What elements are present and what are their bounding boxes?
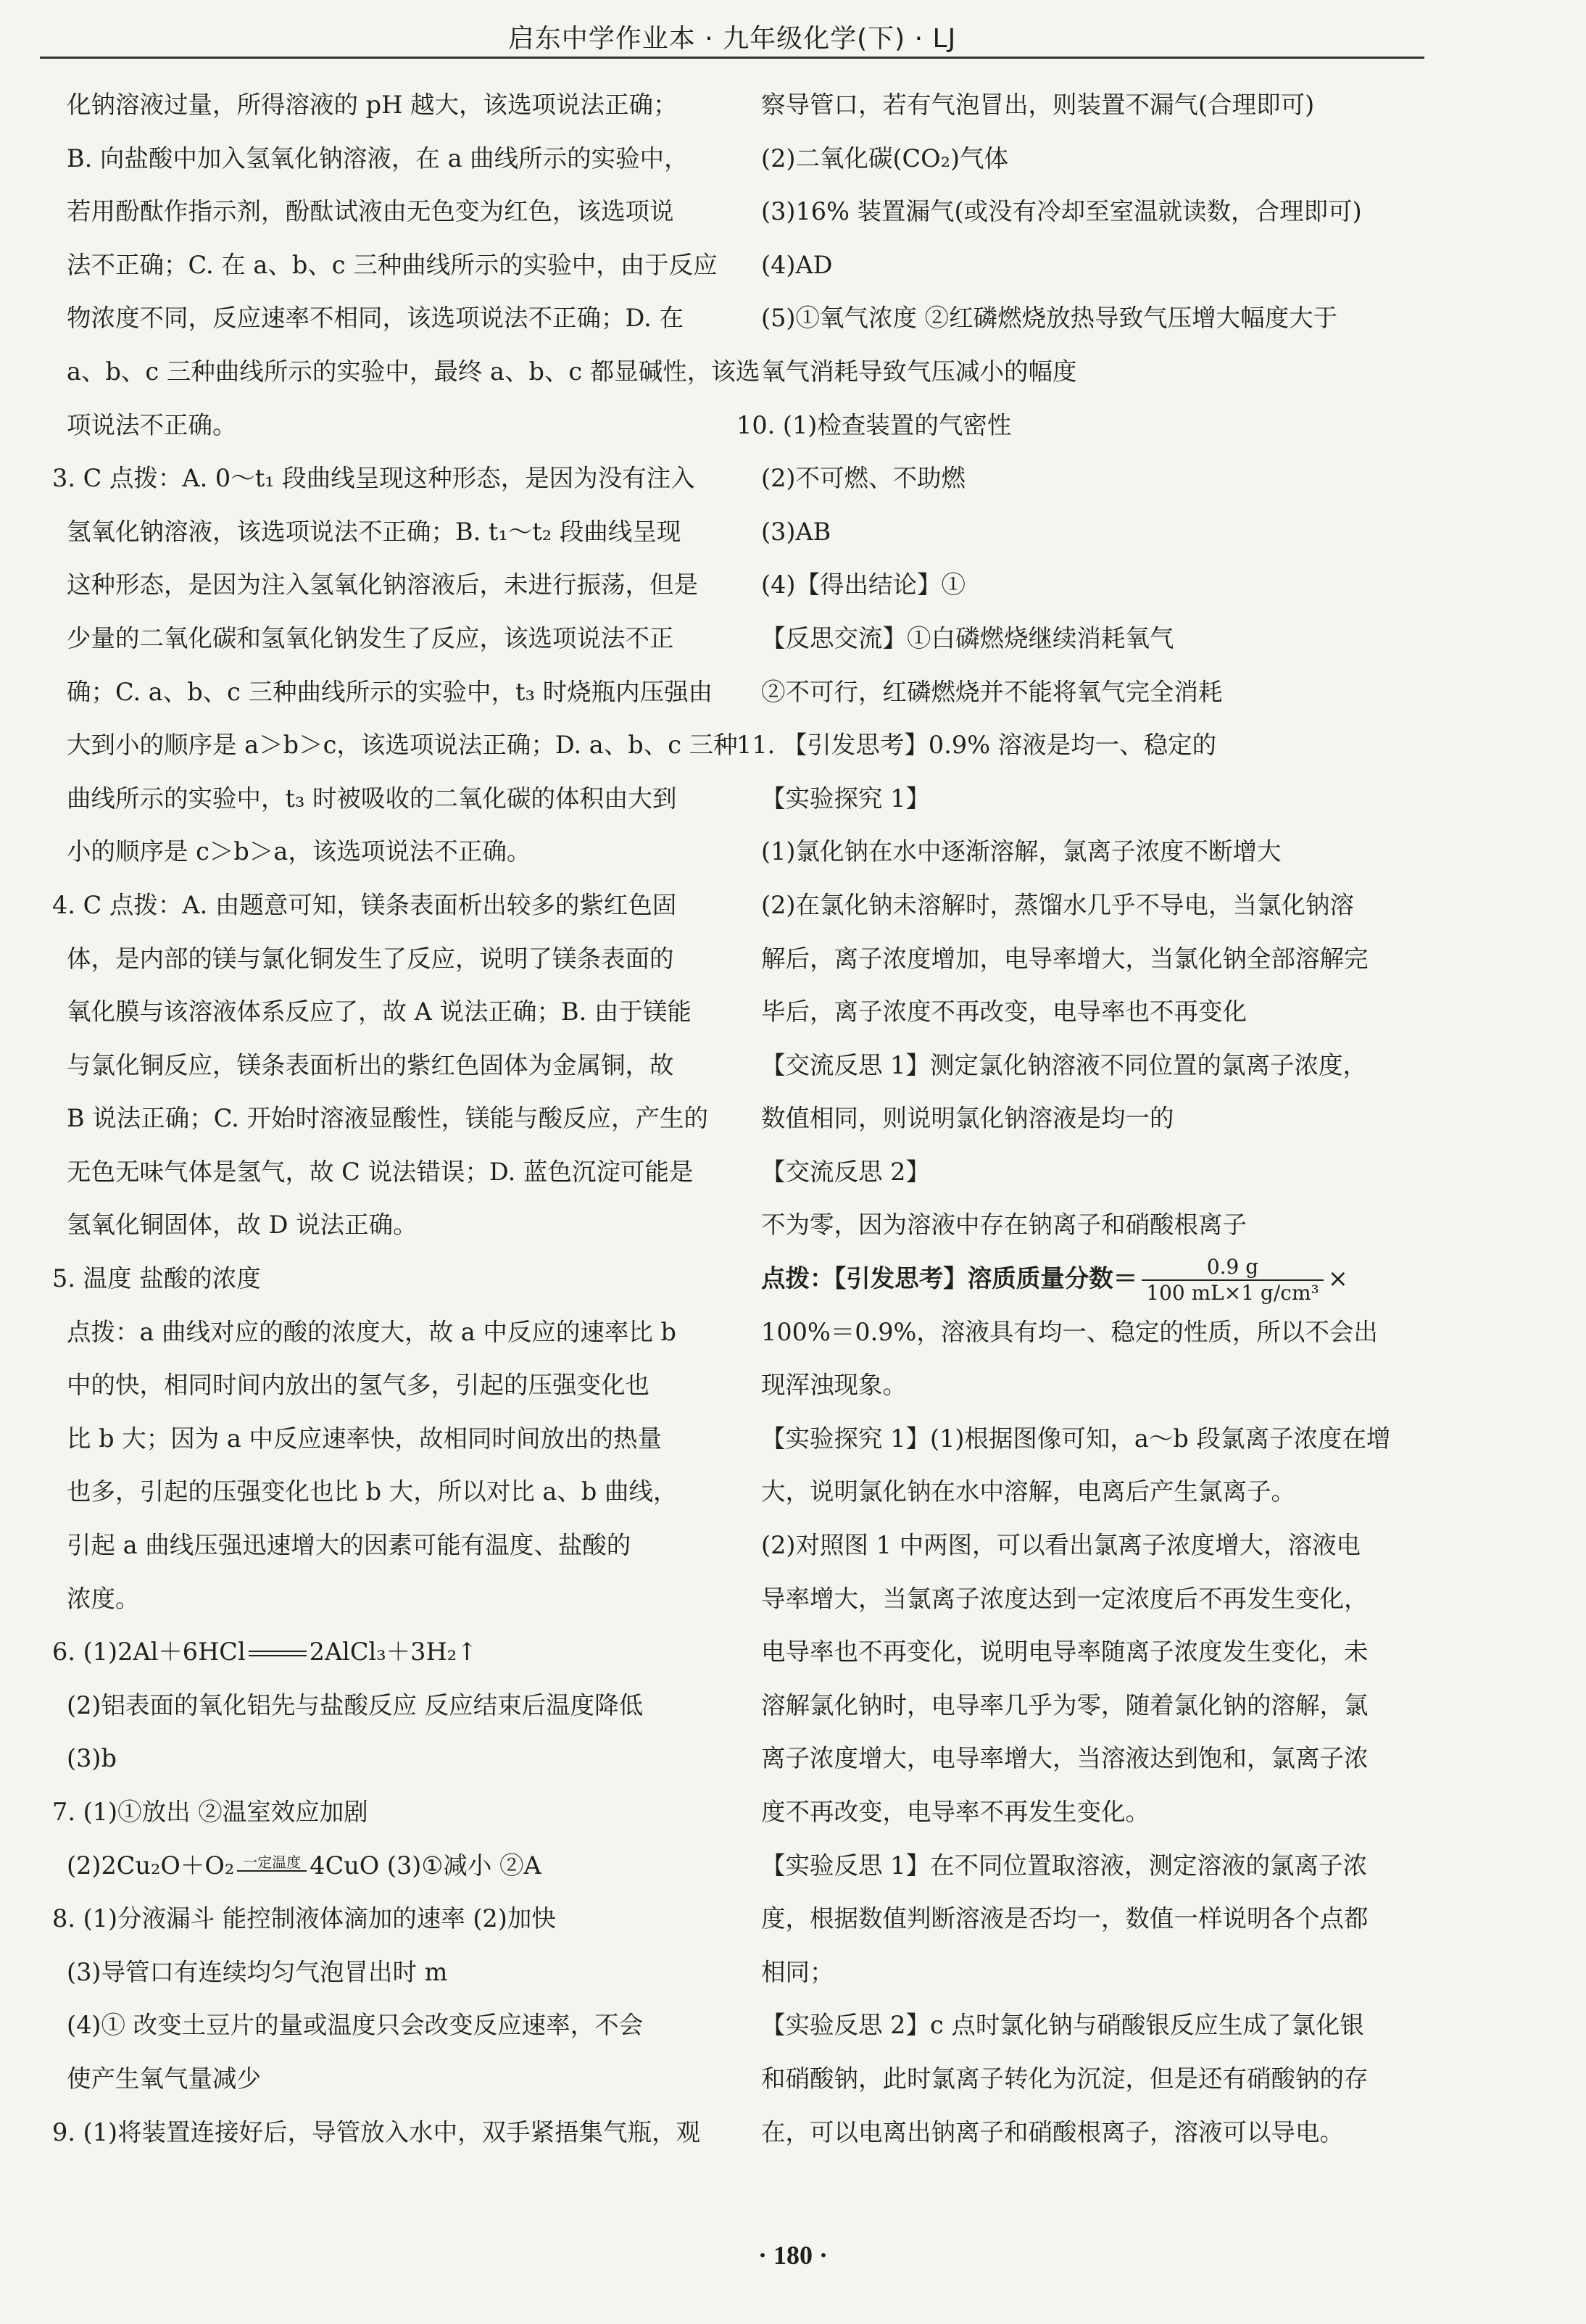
text-line: 察导管口，若有气泡冒出，则装置不漏气(合理即可) xyxy=(761,91,1315,119)
page-number: · 180 · xyxy=(757,2241,828,2270)
text-line: 【实验反思 1】在不同位置取溶液，测定溶液的氯离子浓 xyxy=(761,1851,1367,1880)
text-line: 氧化膜与该溶液体系反应了，故 A 说法正确；B. 由于镁能 xyxy=(67,997,692,1026)
equation-11 xyxy=(761,1252,1457,1306)
text-line: (4)【得出结论】① xyxy=(761,570,966,599)
text-line: (2)对照图 1 中两图，可以看出氯离子浓度增大，溶液电 xyxy=(761,1531,1361,1560)
text-line: 引起 a 曲线压强迅速增大的因素可能有温度、盐酸的 xyxy=(67,1531,631,1560)
text-line: 离子浓度增大，电导率增大，当溶液达到饱和，氯离子浓 xyxy=(761,1744,1369,1773)
text-line: (3)b xyxy=(67,1744,117,1773)
text-line: ②不可行，红磷燃烧并不能将氧气完全消耗 xyxy=(761,677,1223,706)
text-line: 小的顺序是 c＞b＞a，该选项说法不正确。 xyxy=(67,837,531,866)
text-line: 点拨：a 曲线对应的酸的浓度大，故 a 中反应的速率比 b xyxy=(67,1317,676,1346)
text-line: 法不正确；C. 在 a、b、c 三种曲线所示的实验中，由于反应 xyxy=(67,250,718,279)
answer-4-line: 4. C 点拨：A. 由题意可知，镁条表面析出较多的紫红色固 xyxy=(52,890,677,919)
fraction-denominator: 100 mL×1 g/cm³ xyxy=(1146,1281,1319,1306)
equation-7 xyxy=(29,1839,725,1893)
text-line: 这种形态，是因为注入氢氧化钠溶液后，未进行振荡，但是 xyxy=(67,570,698,599)
answer-8-line: 8. (1)分液漏斗 能控制液体滴加的速率 (2)加快 xyxy=(52,1904,556,1933)
text-line: 氢氧化铜固体，故 D 说法正确。 xyxy=(67,1211,418,1240)
text-line: 比 b 大；因为 a 中反应速率快，故相同时间放出的热量 xyxy=(67,1424,663,1453)
text-line: 大，说明氯化钠在水中溶解，电离后产生氯离子。 xyxy=(761,1477,1295,1506)
text-line: B. 向盐酸中加入氢氧化钠溶液，在 a 曲线所示的实验中， xyxy=(67,144,689,173)
right-column xyxy=(736,78,1457,2159)
reaction-condition-text: 一定温度 xyxy=(237,1854,307,1872)
text-line: 曲线所示的实验中，t₃ 时被吸收的二氧化碳的体积由大到 xyxy=(67,784,677,813)
text-line: (2)在氯化钠未溶解时，蒸馏水几乎不导电，当氯化钠溶 xyxy=(761,890,1354,919)
text-line: 【实验反思 2】c 点时氯化钠与硝酸银反应生成了氯化银 xyxy=(761,2011,1364,2040)
equation-11-prefix: 点拨：【引发思考】溶质质量分数＝ xyxy=(761,1264,1138,1293)
answer-7-line: 7. (1)①放出 ②温室效应加剧 xyxy=(52,1798,368,1826)
text-line: 中的快，相同时间内放出的氢气多，引起的压强变化也 xyxy=(67,1371,649,1400)
left-column xyxy=(29,78,760,2159)
text-line: 若用酚酞作指示剂，酚酞试液由无色变为红色，该选项说 xyxy=(67,197,674,226)
equation-6-prefix: 6. (1)2Al＋6HCl xyxy=(52,1638,246,1667)
text-line: 【实验探究 1】 xyxy=(761,784,930,813)
text-line: 100%＝0.9%，溶液具有均一、稳定的性质，所以不会出 xyxy=(761,1317,1378,1346)
equation-11-suffix: × xyxy=(1327,1264,1348,1293)
text-line: 物浓度不同，反应速率不相同，该选项说法不正确；D. 在 xyxy=(67,304,684,333)
text-line: 度不再改变，电导率不再发生变化。 xyxy=(761,1798,1150,1826)
text-line: 现浑浊现象。 xyxy=(761,1371,907,1400)
equation-7-prefix: (2)2Cu₂O＋O₂ xyxy=(67,1851,235,1880)
text-line: 使产生氧气量减少 xyxy=(67,2064,261,2093)
text-line: 溶解氯化钠时，电导率几乎为零，随着氯化钠的溶解，氯 xyxy=(761,1690,1369,1719)
text-line: 不为零，因为溶液中存在钠离子和硝酸根离子 xyxy=(761,1211,1247,1240)
equation-6-suffix: 2AlCl₃＋3H₂↑ xyxy=(309,1638,478,1667)
double-bar-icon xyxy=(249,1651,307,1656)
text-line: 电导率也不再变化，说明电导率随离子浓度发生变化，未 xyxy=(761,1638,1369,1667)
text-line: (4)① 改变土豆片的量或温度只会改变反应速率，不会 xyxy=(67,2011,644,2040)
text-line: B 说法正确；C. 开始时溶液显酸性，镁能与酸反应，产生的 xyxy=(67,1104,709,1133)
text-line: (3)16% 装置漏气(或没有冷却至室温就读数，合理即可) xyxy=(761,197,1362,226)
text-line: 无色无味气体是氢气，故 C 说法错误；D. 蓝色沉淀可能是 xyxy=(67,1157,694,1186)
text-line: 少量的二氧化碳和氢氧化钠发生了反应，该选项说法不正 xyxy=(67,623,674,652)
text-line: 也多，引起的压强变化也比 b 大，所以对比 a、b 曲线， xyxy=(67,1477,678,1506)
text-line: 和硝酸钠，此时氯离子转化为沉淀，但是还有硝酸钠的存 xyxy=(761,2064,1369,2093)
text-line: 与氯化铜反应，镁条表面析出的紫红色固体为金属铜，故 xyxy=(67,1050,674,1079)
text-line: (2)铝表面的氧化铝先与盐酸反应 反应结束后温度降低 xyxy=(67,1690,644,1719)
text-line: 毕后，离子浓度不再改变，电导率也不再变化 xyxy=(761,997,1247,1026)
text-line: (3)AB xyxy=(761,517,831,546)
text-line: (2)不可燃、不助燃 xyxy=(761,464,966,493)
reaction-condition xyxy=(237,1854,307,1872)
text-line: 化钠溶液过量，所得溶液的 pH 越大，该选项说法正确； xyxy=(67,91,678,119)
text-line: 大到小的顺序是 a＞b＞c，该选项说法正确；D. a、b、c 三种 xyxy=(67,731,738,760)
text-line: 【实验探究 1】(1)根据图像可知，a～b 段氯离子浓度在增 xyxy=(761,1424,1391,1453)
page-header xyxy=(40,22,1424,59)
fraction xyxy=(1142,1255,1323,1306)
answer-3-line: 3. C 点拨：A. 0～t₁ 段曲线呈现这种形态，是因为没有注入 xyxy=(52,464,695,493)
equation-7-suffix: 4CuO (3)①减小 ②A xyxy=(310,1851,541,1880)
text-line: a、b、c 三种曲线所示的实验中，最终 a、b、c 都显碱性，该选 xyxy=(67,357,760,386)
text-line: 【交流反思 2】 xyxy=(761,1157,930,1186)
text-line: 【反思交流】①白磷燃烧继续消耗氧气 xyxy=(761,623,1174,652)
text-line: 项说法不正确。 xyxy=(67,410,237,439)
text-line: (1)氯化钠在水中逐渐溶解，氯离子浓度不断增大 xyxy=(761,837,1282,866)
answer-10-line: 10. (1)检查装置的气密性 xyxy=(736,410,1012,439)
answer-11-line: 11. 【引发思考】0.9% 溶液是均一、稳定的 xyxy=(736,731,1217,760)
text-line: 浓度。 xyxy=(67,1584,140,1613)
text-line: (2)二氧化碳(CO₂)气体 xyxy=(761,144,1009,173)
text-line: 在，可以电离出钠离子和硝酸根离子，溶液可以导电。 xyxy=(761,2117,1344,2146)
equation-6 xyxy=(29,1625,725,1679)
text-line: 氢氧化钠溶液，该选项说法不正确；B. t₁～t₂ 段曲线呈现 xyxy=(67,517,681,546)
text-line: 解后，离子浓度增加，电导率增大，当氯化钠全部溶解完 xyxy=(761,944,1369,973)
text-line: 体，是内部的镁与氯化铜发生了反应，说明了镁条表面的 xyxy=(67,944,674,973)
text-line: 【交流反思 1】测定氯化钠溶液不同位置的氯离子浓度， xyxy=(761,1050,1367,1079)
fraction-numerator: 0.9 g xyxy=(1142,1255,1323,1281)
text-line: (3)导管口有连续均匀气泡冒出时 m xyxy=(67,1957,448,1986)
text-line: 相同； xyxy=(761,1957,834,1986)
text-line: 确；C. a、b、c 三种曲线所示的实验中，t₃ 时烧瓶内压强由 xyxy=(67,677,713,706)
text-line: (4)AD xyxy=(761,250,833,279)
text-line: 数值相同，则说明氯化钠溶液是均一的 xyxy=(761,1104,1174,1133)
text-line: (5)①氧气浓度 ②红磷燃烧放热导致气压增大幅度大于 xyxy=(761,304,1338,333)
text-line: 氧气消耗导致气压减小的幅度 xyxy=(761,357,1077,386)
header-title: 启东中学作业本 · 九年级化学(下) · LJ xyxy=(507,24,957,54)
text-line: 导率增大，当氯离子浓度达到一定浓度后不再发生变化， xyxy=(761,1584,1369,1613)
answer-5-line: 5. 温度 盐酸的浓度 xyxy=(52,1264,261,1293)
text-line: 度，根据数值判断溶液是否均一，数值一样说明各个点都 xyxy=(761,1904,1369,1933)
answer-9-line: 9. (1)将装置连接好后，导管放入水中，双手紧捂集气瓶，观 xyxy=(52,2117,701,2146)
